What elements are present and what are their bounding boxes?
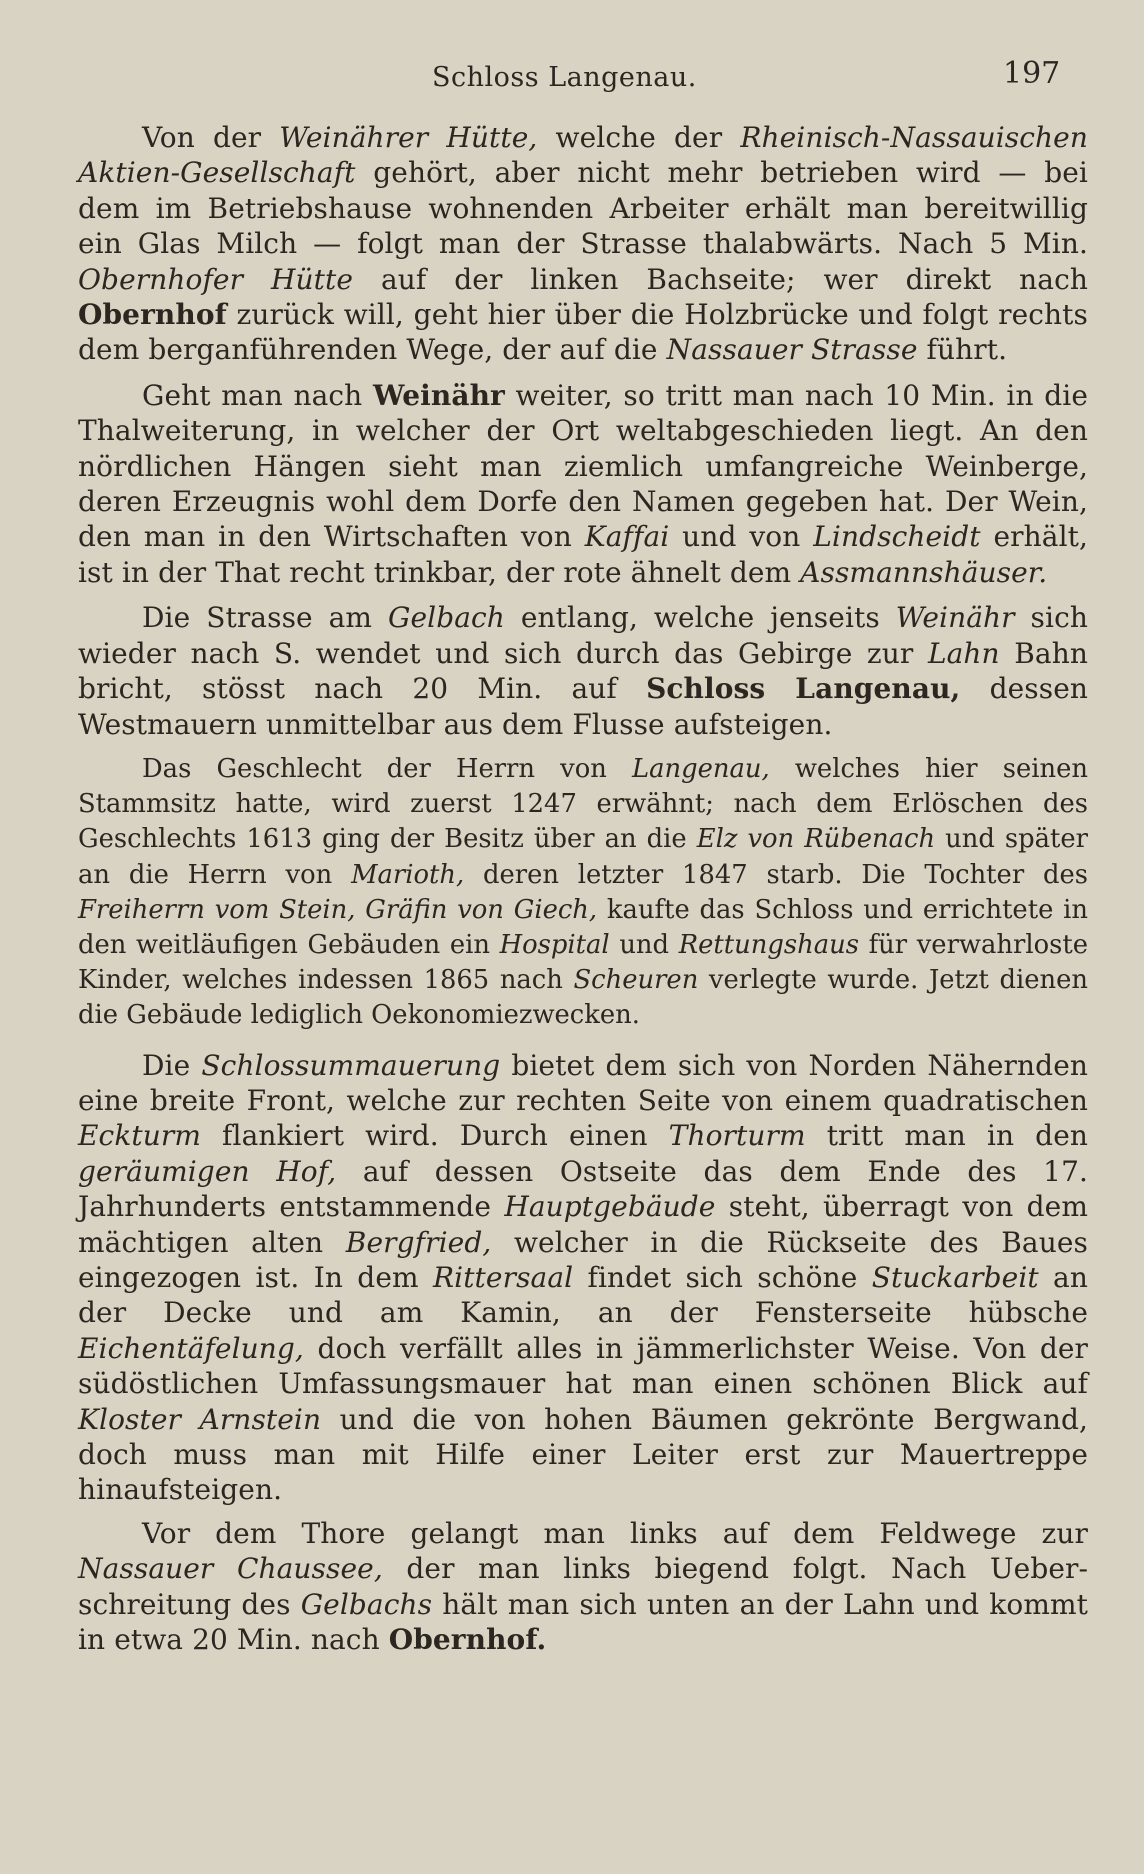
italic-term: Eckturm: [78, 1119, 202, 1153]
text-run: welche der: [537, 121, 741, 154]
running-head: [0, 56, 1144, 96]
italic-term: Weinähr: [895, 601, 1015, 635]
italic-term: Weinährer Hütte,: [279, 121, 538, 154]
text-run: deren letzter 1847 starb. Die Tochter des: [464, 859, 1088, 890]
paragraph-weinaehr: [78, 378, 1088, 590]
text-run: weiter, so tritt man nach 10 Min. in die Thalweiterung, in welcher der Ort weltabgeschieden liegt. An den nördlichen Hängen sieht man ziemlich umfangreiche Weinberge, deren Erzeugnis wohl dem Dorfe den Namen gegeben hat. Der Wein, den man in den Wirtschaften von: [78, 378, 1088, 554]
italic-term: geräumigen Hof,: [78, 1154, 337, 1188]
italic-term: Thorturm: [668, 1119, 806, 1153]
text-run: gehört, aber nicht mehr betrieben wird — bei dem im Betriebshause wohnenden Arbeiter erhält man bereitwillig ein Glas Milch — folgt man der Strasse thalabwärts. Nach 5 Min.: [78, 156, 1088, 261]
italic-term: Scheuren: [573, 965, 699, 996]
text-run: Das Geschlecht der Herrn von: [142, 753, 632, 784]
italic-term: Hospital: [499, 929, 610, 960]
text-run: auf der linken Bachseite; wer direkt nach: [353, 262, 1088, 296]
text-run: der man links biegend folgt. Nach Ueberschreitung des: [78, 1552, 1088, 1621]
text-run: an der Decke und am Kamin, an der Fensterseite hübsche: [78, 1260, 1088, 1330]
paragraph-castle-description: [78, 1048, 1088, 1508]
text-run: Die Strasse am: [142, 601, 388, 635]
italic-term: Gelbachs: [300, 1587, 433, 1621]
italic-term: Marioth,: [351, 859, 465, 890]
italic-term: Kloster Arnstein: [78, 1402, 322, 1436]
text-run: sich wieder nach S. wendet und sich durch das Gebirge zur: [78, 601, 1088, 670]
bold-place-name: Obernhof.: [388, 1623, 547, 1657]
italic-term: Assmannshäuser.: [800, 555, 1048, 589]
text-run: steht, überragt von dem mächtigen alten: [78, 1190, 1088, 1259]
italic-term: Freiherrn vom Stein, Gräfin von Giech,: [78, 894, 598, 925]
italic-term: Eichentäfelung,: [78, 1331, 304, 1365]
text-run: Geht man nach: [142, 378, 373, 412]
text-run: findet sich schöne: [573, 1260, 872, 1294]
italic-term: Nassauer Chaussee,: [78, 1552, 383, 1586]
text-run: Vor dem Thore gelangt man links auf dem Feldwege zur: [142, 1516, 1088, 1550]
italic-term: Bergfried,: [345, 1225, 492, 1259]
text-run: Die: [142, 1048, 202, 1082]
text-run: Bahn bricht, stösst nach 20 Min. auf: [78, 636, 1088, 706]
text-run: zurück will, geht hier über die Holzbrücke und folgt rechts dem berganführenden Wege, der auf die: [78, 298, 1088, 367]
text-run: für verwahrloste Kinder, welches indessen 1865 nach: [78, 929, 1088, 996]
italic-term: Obernhofer Hütte: [78, 262, 354, 296]
text-run: verlegte wurde. Jetzt dienen die Gebäude lediglich Oekonomiezwecken.: [78, 965, 1088, 1031]
text-run: und: [609, 929, 679, 960]
bold-place-name: Weinähr: [372, 378, 505, 412]
paragraph-return-obernhof: [78, 1516, 1088, 1658]
bold-place-name: Obernhof: [78, 298, 227, 332]
italic-term: Nassauer Strasse: [666, 333, 918, 367]
text-run: und die von hohen Bäumen gekrönte Bergwand, doch muss man mit Hilfe einer Leiter erst zur Mauertreppe hinaufsteigen.: [78, 1402, 1088, 1507]
text-run: und von: [669, 520, 814, 554]
text-run: entlang, welche jenseits: [504, 601, 896, 635]
italic-term: Elz von Rübenach: [696, 824, 936, 855]
paragraph-history-langenau: [78, 752, 1088, 1034]
text-run: kaufte das Schloss und errichtete in den weitläufigen Gebäuden ein: [78, 894, 1089, 960]
italic-term: Stuckarbeit: [871, 1260, 1039, 1294]
text-run: hält man sich unten an der Lahn und kommt in etwa 20 Min. nach: [78, 1587, 1088, 1657]
italic-term: Gelbach: [388, 601, 505, 635]
italic-term: Lahn: [927, 636, 1000, 670]
text-run: führt.: [917, 333, 1008, 367]
text-run: Von der: [142, 121, 280, 154]
text-run: bietet dem sich von Norden Nähernden eine breite Front, welche zur rechten Seite von einem quadratischen: [78, 1048, 1088, 1117]
text-run: dessen Westmauern unmittelbar aus dem Flusse aufsteigen.: [78, 672, 1089, 741]
paragraph-gelbach-road: [78, 600, 1088, 742]
italic-term: Kaffai: [584, 520, 670, 554]
bold-place-name: Schloss Langenau,: [646, 672, 961, 706]
italic-term: Schlossummauerung: [201, 1048, 501, 1082]
text-run: erhält, ist in der That recht trinkbar, der rote ähnelt dem: [78, 520, 1088, 589]
text-run: auf dessen Ostseite das dem Ende des 17. Jahrhunderts entstammende: [78, 1154, 1088, 1224]
body-text: [78, 120, 1088, 1657]
text-run: und später an die Herrn von: [78, 824, 1088, 890]
text-run: doch verfällt alles in jämmerlichster Weise. Von der südöstlichen Umfassungsmauer hat man einen schönen Blick auf: [78, 1331, 1088, 1401]
paragraph-weinaehrer-huette: [78, 120, 1088, 368]
text-run: welcher in die Rückseite des Baues eingezogen ist. In dem: [78, 1225, 1088, 1294]
italic-term: Lindscheidt: [813, 520, 981, 554]
text-run: flankiert wird. Durch einen: [201, 1119, 669, 1153]
italic-term: Rettungshaus: [678, 929, 859, 960]
italic-term: Langenau,: [631, 753, 770, 784]
italic-term: Rittersaal: [432, 1260, 574, 1294]
text-run: welches hier seinen Stammsitz hatte, wird zuerst 1247 erwähnt; nach dem Erlöschen des Geschlechts 1613 ging der Besitz über an die: [78, 753, 1088, 855]
running-head-title: Schloss Langenau.: [432, 62, 697, 93]
italic-term: Rheinisch-Nassauischen Aktien-Gesellschaft: [78, 121, 1088, 190]
text-run: tritt man in den: [805, 1119, 1088, 1153]
page-number: 197: [1003, 56, 1061, 91]
italic-term: Hauptgebäude: [504, 1190, 716, 1224]
